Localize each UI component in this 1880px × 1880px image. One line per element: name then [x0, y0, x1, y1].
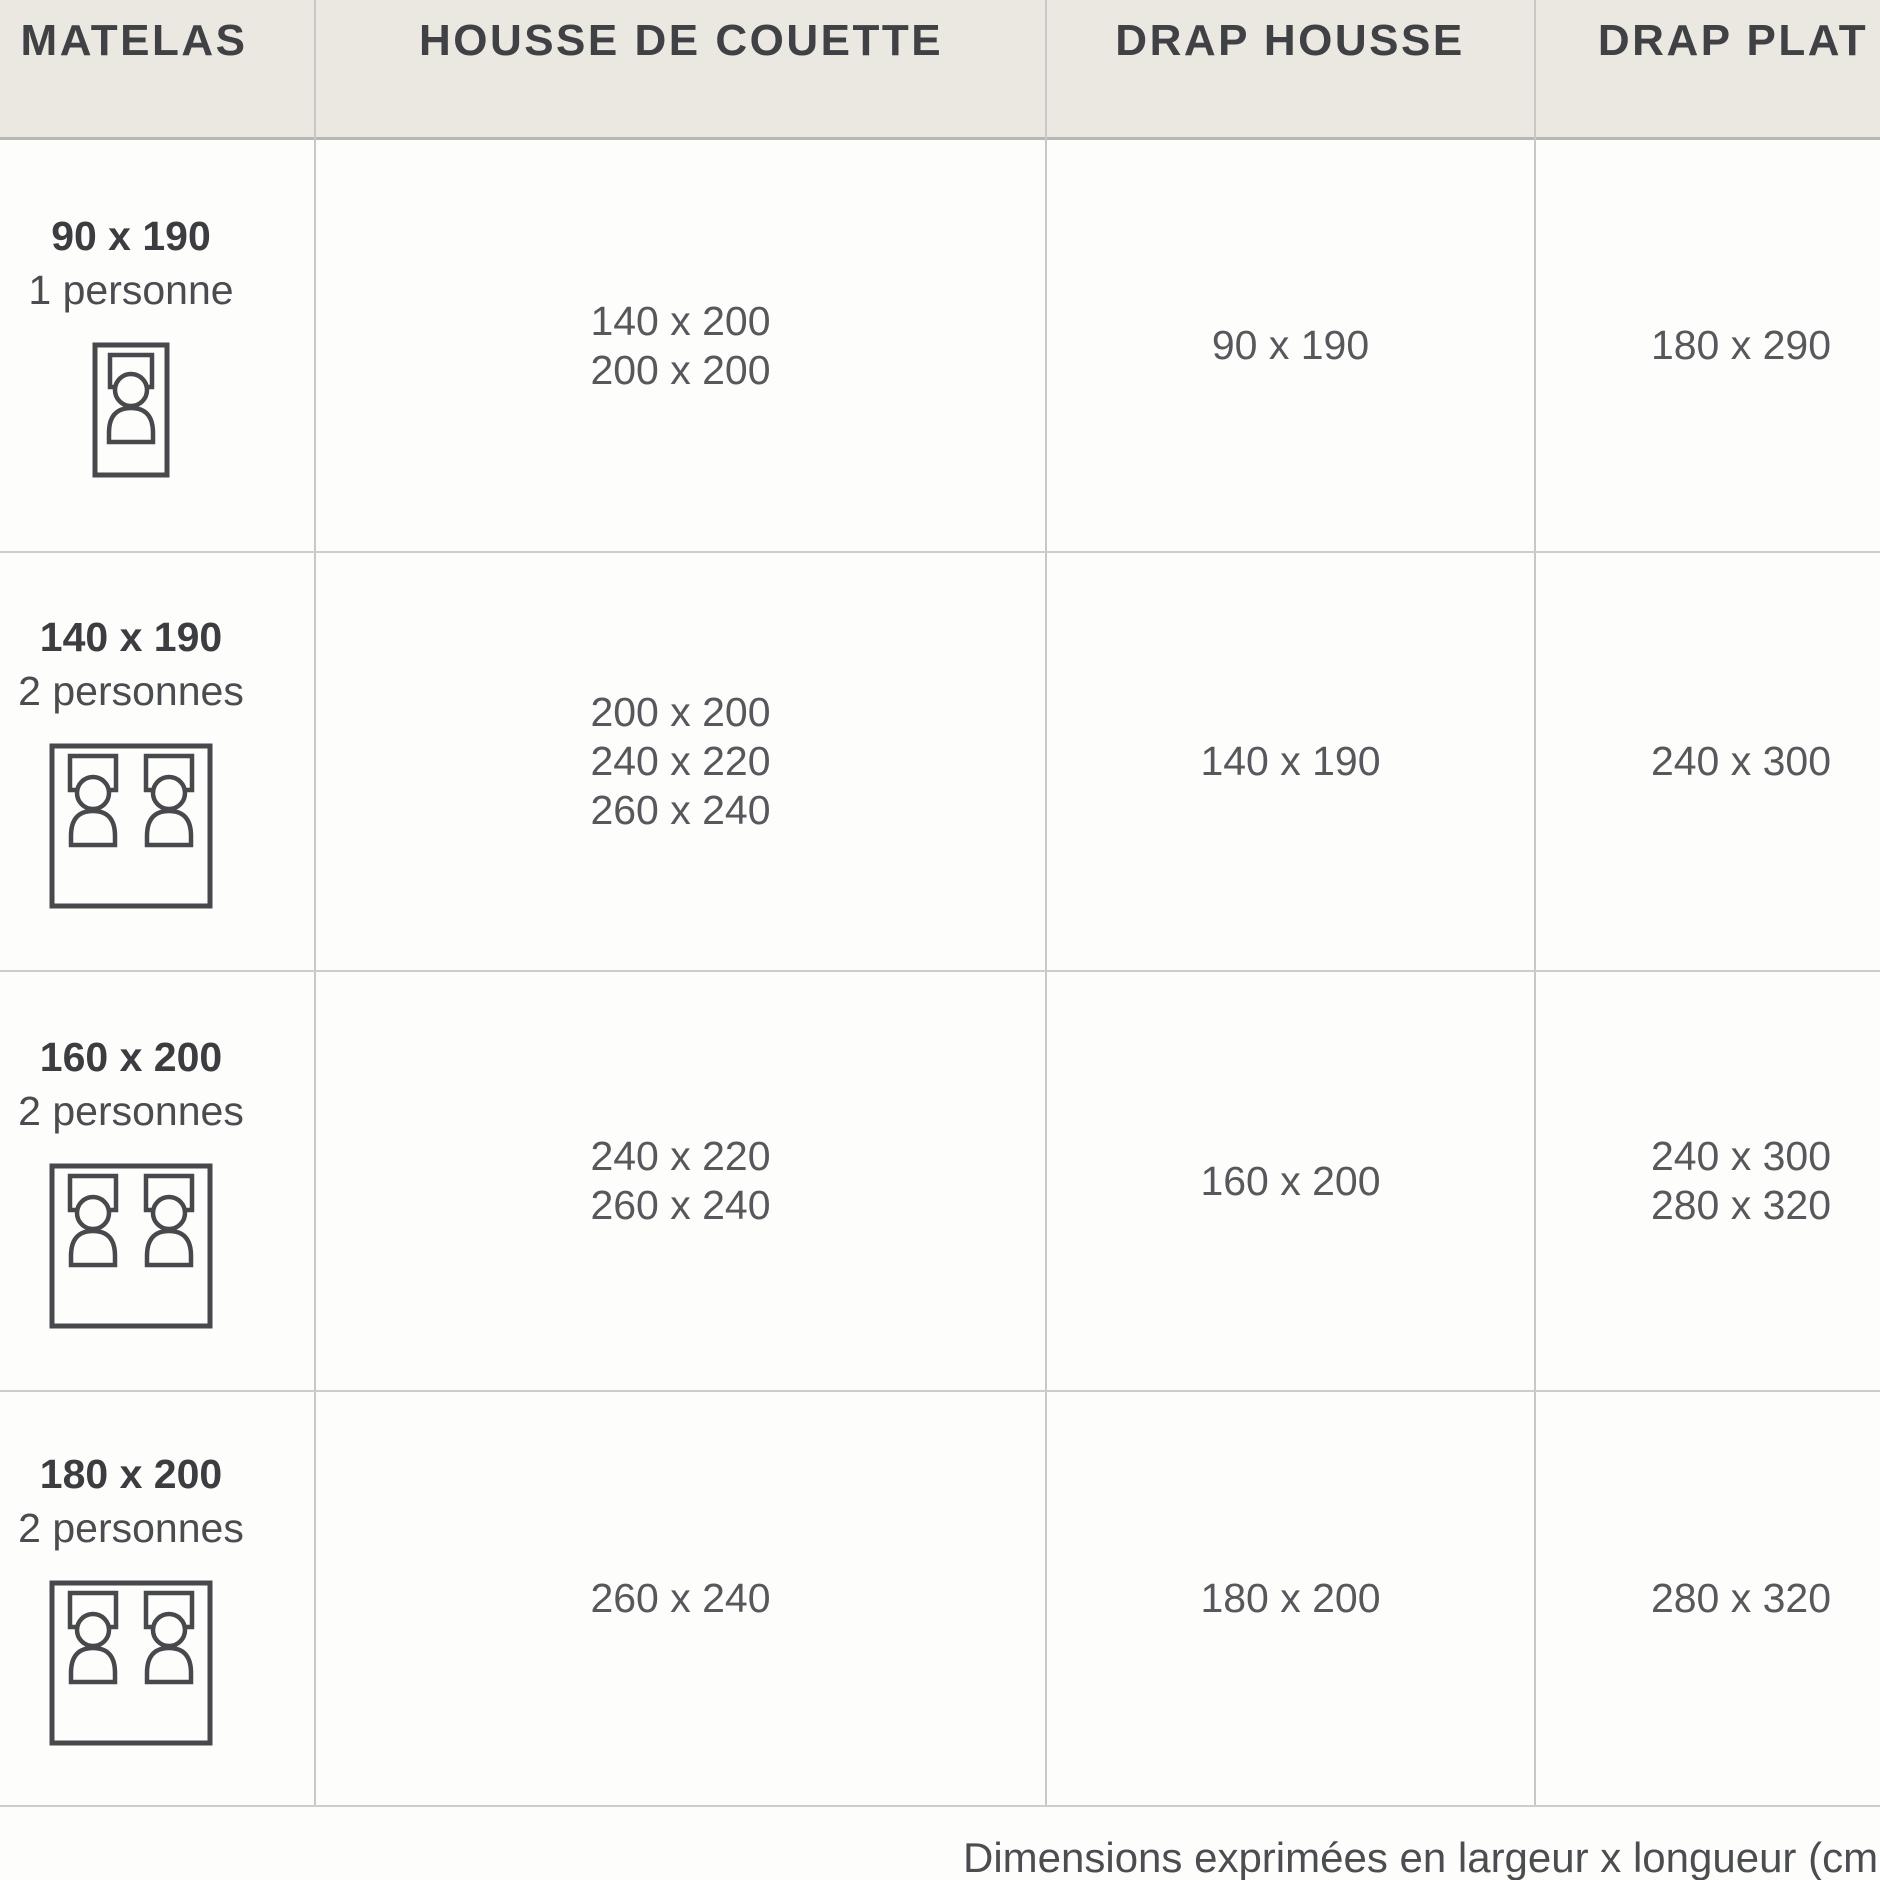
column-header-drap-housse: DRAP HOUSSE [1115, 16, 1465, 65]
double-bed-icon [49, 743, 213, 909]
housse-de-couette-cell [316, 553, 1045, 970]
size-value: 260 x 240 [590, 1575, 771, 1621]
column-header-drap-plat: DRAP PLAT [1597, 16, 1869, 65]
size-value: 140 x 190 [1200, 738, 1381, 784]
size-value: 90 x 190 [1211, 322, 1370, 368]
table-header-row [0, 0, 1880, 140]
size-value: 160 x 200 [1200, 1157, 1381, 1204]
table-row [0, 553, 1880, 972]
housse-de-couette-cell [316, 972, 1045, 1390]
table-row [0, 1392, 1880, 1807]
size-value: 240 x 220 [590, 738, 771, 784]
drap-housse-cell [1046, 140, 1535, 551]
size-value: 280 x 320 [1650, 1575, 1832, 1621]
drap-plat-cell [1535, 1392, 1880, 1805]
single-bed-icon [92, 342, 170, 478]
table-row [0, 972, 1880, 1392]
size-value: 240 x 220 [590, 1133, 771, 1179]
size-value: 260 x 240 [590, 787, 771, 833]
size-value: 260 x 240 [590, 1182, 771, 1228]
matelas-cell [0, 972, 315, 1390]
size-value: 240 x 300 [1650, 1133, 1832, 1179]
drap-housse-cell [1046, 972, 1535, 1390]
column-header-matelas: MATELAS [20, 16, 248, 65]
drap-plat-cell [1535, 972, 1880, 1390]
mattress-size: 90 x 190 [51, 213, 211, 259]
dimensions-footnote: Dimensions exprimées en largeur x longueur (cm [963, 1834, 1879, 1880]
double-bed-icon [49, 1580, 213, 1746]
persons-label: 2 personnes [18, 1087, 244, 1134]
housse-de-couette-cell [316, 1392, 1045, 1805]
size-value: 200 x 200 [590, 689, 771, 735]
matelas-cell [0, 553, 315, 970]
matelas-cell [0, 1392, 315, 1805]
table-row [0, 140, 1880, 553]
column-header-housse-de-couette: HOUSSE DE COUETTE [418, 16, 944, 65]
double-bed-icon [49, 1163, 213, 1329]
mattress-size: 180 x 200 [39, 1451, 223, 1497]
persons-label: 2 personnes [18, 1505, 244, 1551]
persons-label: 1 personne [28, 267, 234, 313]
persons-label: 2 personnes [18, 668, 244, 714]
housse-de-couette-cell [316, 140, 1045, 551]
matelas-cell [0, 140, 315, 551]
drap-plat-cell [1535, 553, 1880, 970]
size-value: 200 x 200 [590, 346, 771, 393]
mattress-size: 160 x 200 [39, 1033, 223, 1080]
size-value: 180 x 200 [1200, 1575, 1381, 1621]
drap-housse-cell [1046, 553, 1535, 970]
drap-plat-cell [1535, 140, 1880, 551]
mattress-size: 140 x 190 [39, 614, 223, 660]
size-value: 240 x 300 [1650, 738, 1832, 784]
drap-housse-cell [1046, 1392, 1535, 1805]
size-value: 280 x 320 [1650, 1182, 1832, 1228]
size-value: 140 x 200 [590, 297, 771, 344]
size-value: 180 x 290 [1650, 322, 1832, 368]
